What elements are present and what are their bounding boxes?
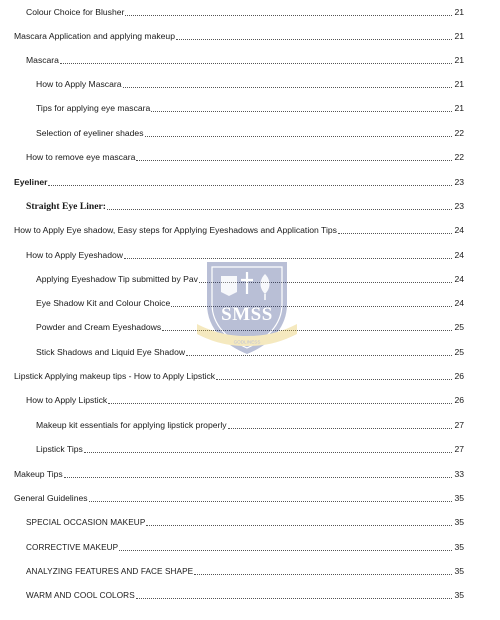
toc-leader-dots [136, 160, 452, 161]
toc-leader-dots [176, 39, 452, 40]
toc-entry[interactable] [36, 79, 464, 90]
toc-entry-label: SPECIAL OCCASION MAKEUP [26, 518, 146, 527]
toc-leader-dots [48, 185, 452, 186]
toc-page-number: 26 [454, 371, 464, 381]
toc-entry[interactable] [14, 469, 464, 480]
toc-page-number: 24 [454, 225, 464, 235]
toc-leader-dots [146, 525, 452, 526]
toc-leader-dots [108, 403, 452, 404]
crest-motto: GODLINESS [233, 339, 261, 345]
toc-entry-label: CORRECTIVE MAKEUP [26, 543, 119, 552]
crest-initials: SMSS [221, 304, 273, 325]
toc-leader-dots [151, 111, 452, 112]
toc-entry[interactable] [26, 250, 464, 261]
toc-leader-dots [125, 15, 452, 16]
toc-entry-label: Eye Shadow Kit and Colour Choice [36, 298, 171, 308]
toc-leader-dots [84, 452, 452, 453]
toc-page-number: 27 [454, 444, 464, 454]
toc-entry-label: Colour Choice for Blusher [26, 7, 125, 17]
toc-page-number: 21 [454, 31, 464, 41]
toc-entry-label: Eyeliner [14, 177, 48, 187]
toc-leader-dots [199, 282, 452, 283]
toc-entry[interactable] [14, 177, 464, 188]
toc-leader-dots [171, 306, 452, 307]
toc-leader-dots [145, 136, 453, 137]
toc-entry[interactable] [26, 395, 464, 406]
toc-entry[interactable] [36, 298, 464, 309]
toc-entry[interactable] [36, 274, 464, 285]
toc-entry-label: Tips for applying eye mascara [36, 103, 151, 113]
toc-entry[interactable] [14, 371, 464, 382]
toc-leader-dots [64, 477, 452, 478]
toc-page-number: 23 [454, 201, 464, 211]
toc-leader-dots [216, 379, 452, 380]
toc-page-number: 26 [454, 395, 464, 405]
toc-entry[interactable] [26, 590, 464, 601]
toc-entry[interactable] [26, 55, 464, 66]
toc-entry[interactable] [26, 152, 464, 163]
toc-page-number: 33 [454, 469, 464, 479]
toc-entry-label: General Guidelines [14, 493, 88, 503]
toc-page-number: 35 [454, 590, 464, 600]
toc-entry-label: How to Apply Lipstick [26, 395, 108, 405]
toc-page-number: 22 [454, 152, 464, 162]
toc-entry[interactable] [26, 201, 464, 212]
toc-leader-dots [119, 550, 452, 551]
toc-entry[interactable] [26, 566, 464, 577]
toc-leader-dots [162, 330, 452, 331]
toc-entry[interactable] [36, 444, 464, 455]
toc-page-number: 23 [454, 177, 464, 187]
toc-leader-dots [60, 63, 452, 64]
toc-entry[interactable] [36, 347, 464, 358]
toc-page-number: 24 [454, 250, 464, 260]
toc-page-number: 27 [454, 420, 464, 430]
toc-entry-label: How to remove eye mascara [26, 152, 136, 162]
toc-leader-dots [186, 355, 452, 356]
toc-leader-dots [194, 574, 452, 575]
toc-page-number: 24 [454, 298, 464, 308]
toc-entry-label: Lipstick Applying makeup tips - How to Apply Lipstick [14, 371, 216, 381]
toc-entry-label: Makeup kit essentials for applying lipstick properly [36, 420, 227, 430]
toc-entry[interactable] [36, 103, 464, 114]
toc-entry-label: Mascara Application and applying makeup [14, 31, 175, 41]
toc-page-number: 35 [454, 493, 464, 503]
toc-entry[interactable] [14, 493, 464, 504]
toc-entry-label: Stick Shadows and Liquid Eye Shadow [36, 347, 186, 357]
toc-page-number: 21 [454, 103, 464, 113]
toc-entry-label: How to Apply Eye shadow, Easy steps for Applying Eyeshadows and Application Tips [14, 225, 337, 235]
toc-page-number: 24 [454, 274, 464, 284]
toc-entry[interactable] [36, 420, 464, 431]
toc-entry-label: Selection of eyeliner shades [36, 128, 144, 138]
toc-page-number: 25 [454, 322, 464, 332]
toc-entry[interactable] [26, 7, 464, 18]
toc-entry-label: Mascara [26, 55, 59, 65]
toc-leader-dots [338, 233, 452, 234]
toc-entry-label: Applying Eyeshadow Tip submitted by Pav [36, 274, 198, 284]
toc-leader-dots [89, 501, 452, 502]
toc-entry-label: How to Apply Eyeshadow [26, 250, 123, 260]
toc-entry[interactable] [26, 517, 464, 528]
toc-entry-label: Straight Eye Liner: [26, 201, 106, 212]
toc-entry[interactable] [14, 225, 464, 236]
toc-page-number: 21 [454, 7, 464, 17]
toc-page-number: 21 [454, 55, 464, 65]
toc-page-number: 21 [454, 79, 464, 89]
toc-entry-label: How to Apply Mascara [36, 79, 122, 89]
toc-entry-label: ANALYZING FEATURES AND FACE SHAPE [26, 567, 194, 576]
toc-leader-dots [228, 428, 452, 429]
toc-entry[interactable] [36, 322, 464, 333]
toc-entry[interactable] [26, 542, 464, 553]
toc-page-number: 25 [454, 347, 464, 357]
toc-entry-label: Lipstick Tips [36, 444, 83, 454]
toc-entry-label: Powder and Cream Eyeshadows [36, 322, 162, 332]
toc-page-number: 35 [454, 566, 464, 576]
toc-entry-label: WARM AND COOL COLORS [26, 591, 135, 600]
toc-entry-label: Makeup Tips [14, 469, 63, 479]
toc-leader-dots [123, 87, 453, 88]
toc-page-number: 22 [454, 128, 464, 138]
toc-page-number: 35 [454, 542, 464, 552]
toc-leader-dots [124, 258, 452, 259]
toc-leader-dots [107, 209, 452, 210]
toc-entry[interactable] [14, 31, 464, 42]
toc-leader-dots [136, 598, 452, 599]
toc-page-number: 35 [454, 517, 464, 527]
toc-entry[interactable] [36, 128, 464, 139]
